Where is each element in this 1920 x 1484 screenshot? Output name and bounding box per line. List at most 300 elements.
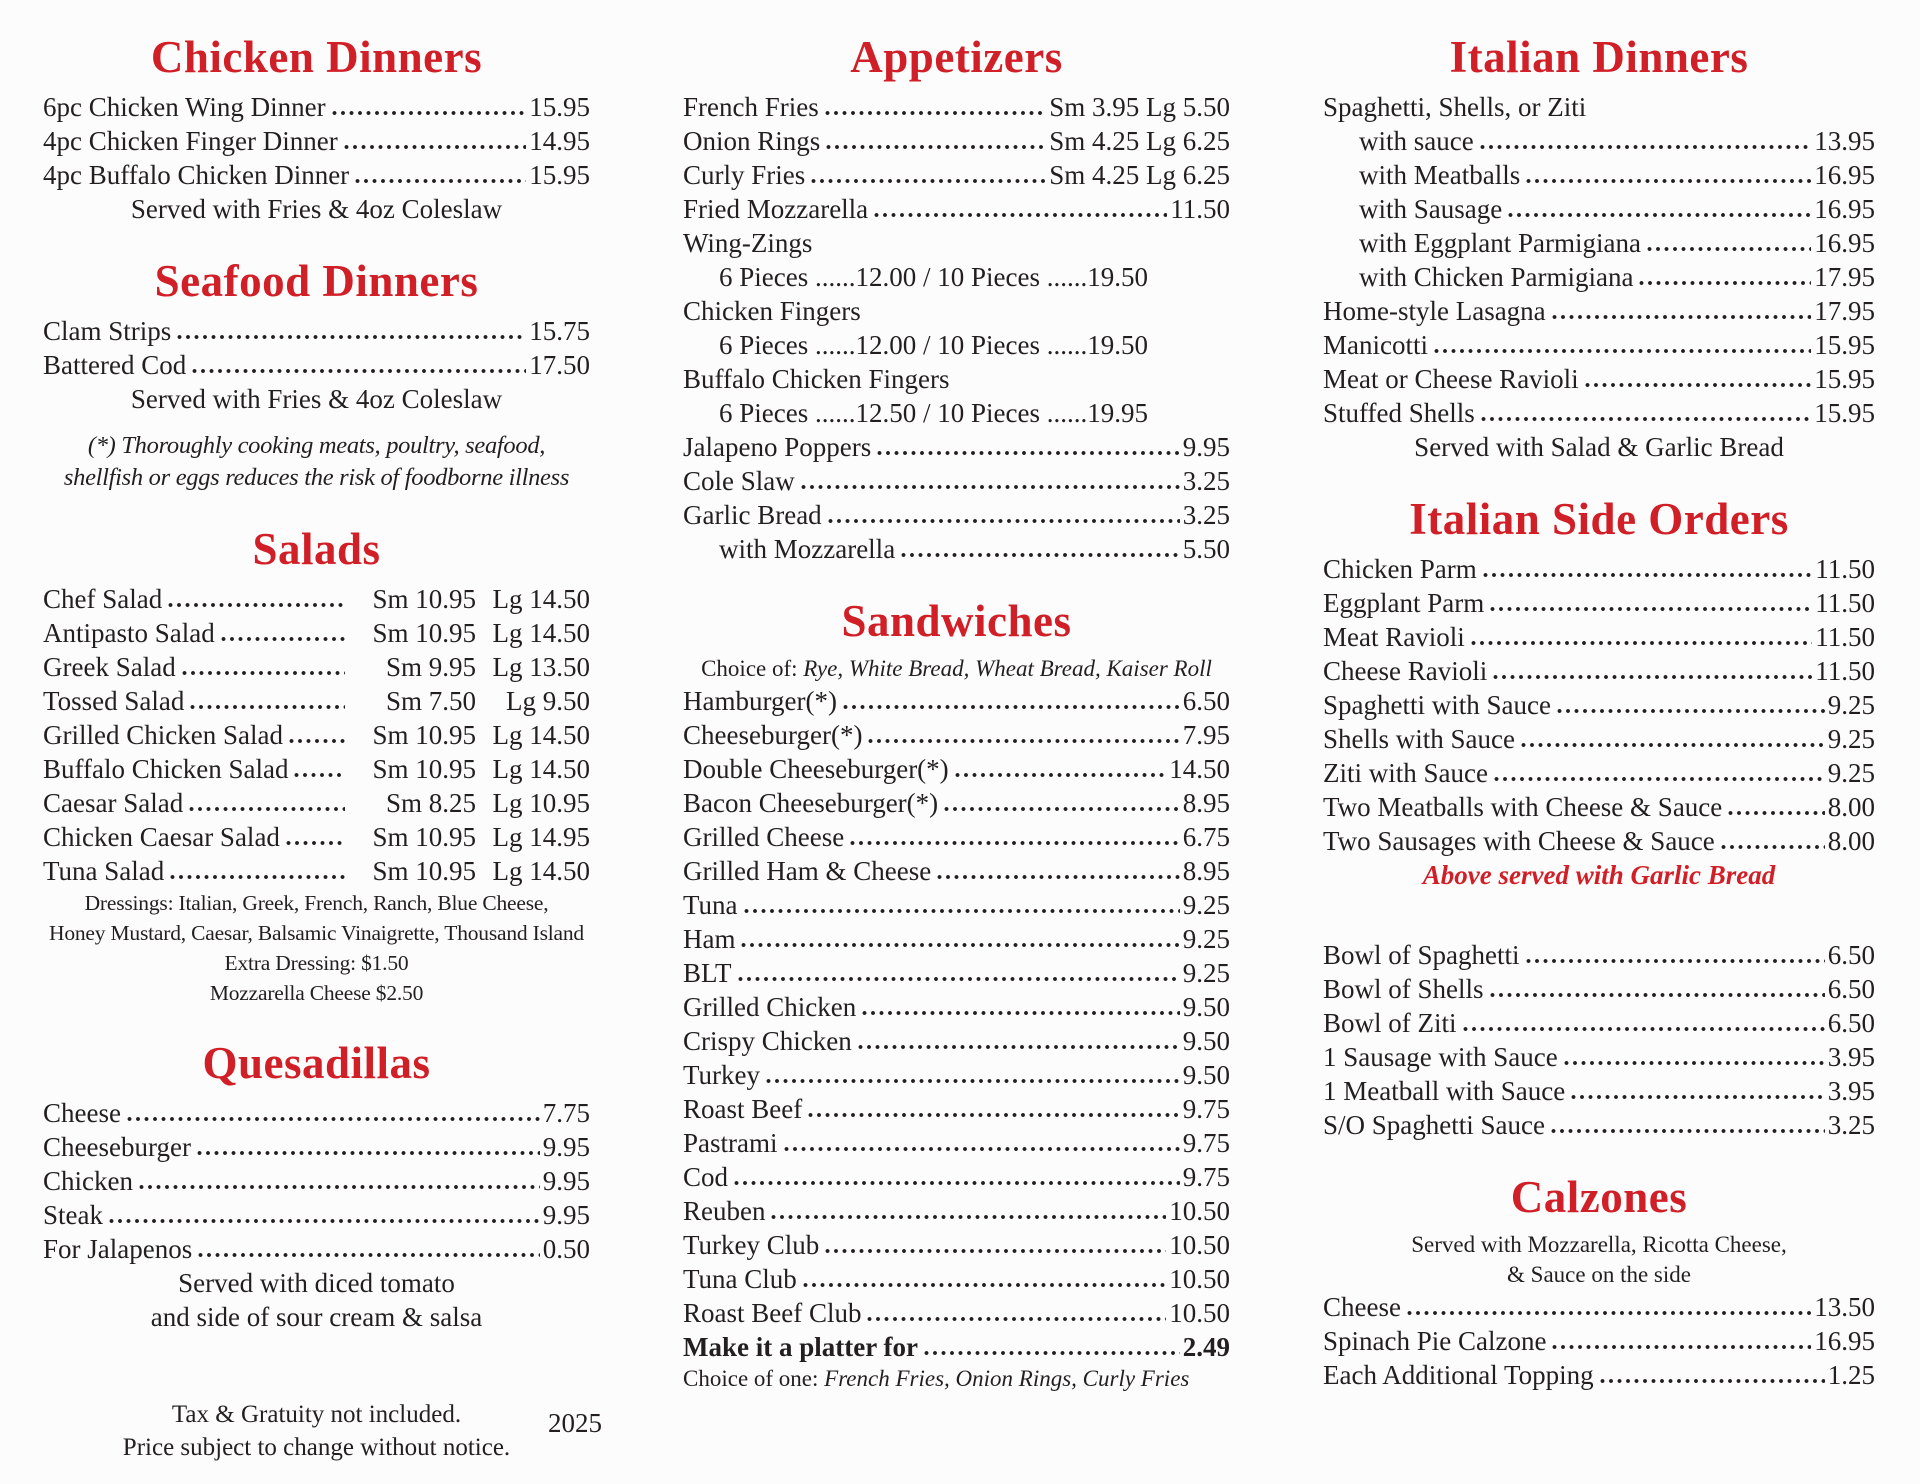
menu-item-label: Hamburger(*) (683, 686, 837, 716)
dot-leader (197, 1150, 540, 1156)
menu-item-price-large: Lg 14.50 (492, 856, 590, 886)
menu-item-price: 8.00 (1827, 826, 1875, 856)
menu-subline: 6 Pieces ......12.50 / 10 Pieces ......19.95 (719, 398, 1148, 428)
menu-column-left (43, 28, 590, 1334)
menu-item-row (43, 684, 590, 718)
menu-section-salads (43, 520, 590, 1008)
menu-item-price: 6.50 (1827, 974, 1875, 1004)
menu-item-label: Grilled Cheese (683, 822, 845, 852)
dot-leader (850, 840, 1180, 846)
menu-item-price: 10.50 (1169, 1298, 1230, 1328)
menu-item-price-small: Sm 7.50 (385, 686, 476, 716)
menu-note: Extra Dressing: $1.50 (224, 951, 409, 975)
dot-leader (170, 874, 345, 880)
menu-item-label: Steak (43, 1200, 103, 1230)
menu-section-calzones (1323, 1168, 1875, 1392)
menu-item-price: 3.95 (1827, 1076, 1875, 1106)
menu-note: Served with Fries & 4oz Coleslaw (130, 384, 503, 414)
menu-item-row (43, 1164, 590, 1198)
dot-leader (924, 1350, 1180, 1356)
menu-item-label: Roast Beef Club (683, 1298, 862, 1328)
dot-leader (109, 1218, 540, 1224)
menu-item-label: Fried Mozzarella (683, 194, 869, 224)
menu-item-row (43, 1198, 590, 1232)
dot-leader (1480, 144, 1812, 150)
menu-section-sandwiches (683, 592, 1230, 1394)
menu-item-label: Tuna Club (683, 1264, 797, 1294)
menu-note: Served with diced tomato (178, 1268, 455, 1298)
section-title-quesadillas: Quesadillas (202, 1038, 431, 1088)
menu-note: Honey Mustard, Caesar, Balsamic Vinaigrette, Thousand Island (49, 921, 584, 945)
menu-item-row (683, 464, 1230, 498)
dot-leader (1490, 992, 1825, 998)
dot-leader (1552, 314, 1812, 320)
menu-item-price-small: Sm 10.95 (372, 618, 476, 648)
menu-item-price: 9.95 (542, 1200, 590, 1230)
menu-note: (*) Thoroughly cooking meats, poultry, seafood, (87, 432, 546, 459)
menu-item-row (1323, 1006, 1875, 1040)
menu-item-label: Chicken (43, 1166, 133, 1196)
menu-item-label: 1 Sausage with Sauce (1323, 1042, 1558, 1072)
menu-item-label: Home-style Lasagna (1323, 296, 1546, 326)
menu-item-row (683, 1092, 1230, 1126)
menu-item-row (1323, 972, 1875, 1006)
dot-leader (1557, 708, 1825, 714)
menu-item-price: 10.50 (1169, 1196, 1230, 1226)
menu-item-price: 3.25 (1182, 466, 1230, 496)
dot-leader (1564, 1060, 1825, 1066)
menu-item-row (683, 786, 1230, 820)
menu-footer (43, 1398, 590, 1464)
menu-section-chicken-dinners (43, 28, 590, 226)
menu-item-row (1323, 1290, 1875, 1324)
menu-item-label: Greek Salad (43, 652, 176, 682)
menu-item-row (1323, 328, 1875, 362)
menu-item-row (1323, 756, 1875, 790)
menu-item-row (43, 854, 590, 888)
dot-leader (741, 942, 1179, 948)
menu-note: Above served with Garlic Bread (1422, 860, 1776, 890)
dot-leader (182, 670, 345, 676)
menu-item-label: Ham (683, 924, 736, 954)
menu-item-price: 15.95 (1814, 398, 1875, 428)
menu-note (683, 654, 1230, 684)
menu-item-price: 14.95 (529, 126, 590, 156)
dot-leader (825, 1248, 1166, 1254)
dot-leader (784, 1146, 1180, 1152)
menu-item-row (1323, 260, 1875, 294)
menu-item-price: 13.95 (1814, 126, 1875, 156)
dot-leader (825, 110, 1047, 116)
menu-item-row (1323, 1324, 1875, 1358)
section-title-sandwiches: Sandwiches (841, 596, 1072, 646)
menu-item-price: 15.95 (1814, 330, 1875, 360)
dot-leader (1407, 1310, 1811, 1316)
dot-leader (803, 1282, 1166, 1288)
menu-note: Served with Mozzarella, Ricotta Cheese, (1411, 1232, 1787, 1257)
menu-item-label: Manicotti (1323, 330, 1428, 360)
dot-leader (1551, 1128, 1825, 1134)
dot-leader (944, 806, 1180, 812)
menu-item-row (43, 1096, 590, 1130)
menu-item-row (43, 314, 590, 348)
dot-leader (744, 908, 1180, 914)
menu-item-row (1323, 938, 1875, 972)
menu-item-label: with sauce (1359, 126, 1474, 156)
menu-item-price: 8.95 (1182, 788, 1230, 818)
menu-item-label: Garlic Bread (683, 500, 822, 530)
menu-item-label: with Meatballs (1359, 160, 1521, 190)
menu-item-row (1323, 396, 1875, 430)
menu-item-label: Spaghetti, Shells, or Ziti (1323, 92, 1587, 122)
section-title-italian-dinners: Italian Dinners (1449, 32, 1749, 82)
menu-subline: 6 Pieces ......12.00 / 10 Pieces ......19.50 (719, 330, 1148, 360)
menu-item-price: 9.25 (1182, 890, 1230, 920)
menu-note: Served with Fries & 4oz Coleslaw (130, 194, 503, 224)
menu-item-label: S/O Spaghetti Sauce (1323, 1110, 1545, 1140)
menu-item-label: with Chicken Parmigiana (1359, 262, 1634, 292)
menu-item-price: 9.25 (1827, 758, 1875, 788)
menu-item-row (1323, 552, 1875, 586)
menu-item-row (683, 684, 1230, 718)
menu-item-price: 6.50 (1182, 686, 1230, 716)
menu-item-price-large: Lg 9.50 (506, 686, 590, 716)
dot-leader (1483, 572, 1813, 578)
menu-note: Mozzarella Cheese $2.50 (209, 981, 424, 1005)
menu-item-price: 3.25 (1827, 1110, 1875, 1140)
menu-item-price: 15.95 (529, 92, 590, 122)
menu-item-row (683, 888, 1230, 922)
menu-item-price-small: Sm 10.95 (372, 720, 476, 750)
menu-item-row (43, 718, 590, 752)
menu-item-row (683, 1194, 1230, 1228)
menu-item-price-small: Sm 10.95 (372, 754, 476, 784)
menu-item-label: Meat Ravioli (1323, 622, 1465, 652)
menu-item-label: Tossed Salad (43, 686, 185, 716)
menu-item-label: Cole Slaw (683, 466, 795, 496)
menu-item-label: Bowl of Spaghetti (1323, 940, 1520, 970)
menu-item-price: 7.75 (542, 1098, 590, 1128)
menu-item-price: 7.95 (1182, 720, 1230, 750)
menu-item-row (683, 1126, 1230, 1160)
menu-item-row (683, 430, 1230, 464)
menu-item-row (683, 752, 1230, 786)
menu-item-row (683, 158, 1230, 192)
menu-item-price: 3.95 (1827, 1042, 1875, 1072)
menu-item-label: Cheeseburger(*) (683, 720, 863, 750)
menu-item-label: Grilled Chicken (683, 992, 857, 1022)
menu-item-price: 10.50 (1169, 1230, 1230, 1260)
menu-item-price: 5.50 (1182, 534, 1230, 564)
menu-column-middle (683, 28, 1230, 1394)
note-segment: Rye, White Bread, Wheat Bread, Kaiser Roll (803, 656, 1212, 681)
menu-item-label: Chicken Fingers (683, 296, 861, 326)
menu-item-price: 9.50 (1182, 1026, 1230, 1056)
menu-item-price-large: Lg 14.95 (492, 822, 590, 852)
dot-leader (294, 772, 345, 778)
menu-item-row (1323, 158, 1875, 192)
dot-leader (332, 110, 527, 116)
menu-note: Dressings: Italian, Greek, French, Ranch, Blue Cheese, (84, 891, 549, 915)
dot-leader (1600, 1378, 1825, 1384)
dot-leader (1463, 1026, 1825, 1032)
menu-item-row (683, 124, 1230, 158)
menu-item-row (683, 294, 1230, 328)
menu-item-price: 6.75 (1182, 822, 1230, 852)
menu-section-quesadillas (43, 1034, 590, 1334)
dot-leader (1585, 382, 1812, 388)
menu-item-price-large: Lg 10.95 (492, 788, 590, 818)
menu-item-price-large: Lg 14.50 (492, 618, 590, 648)
menu-item-label: Roast Beef (683, 1094, 803, 1124)
menu-item-label: Battered Cod (43, 350, 187, 380)
menu-item-row (683, 90, 1230, 124)
menu-year: 2025 (548, 1408, 602, 1438)
dot-leader (826, 144, 1046, 150)
menu-item-row (683, 1296, 1230, 1330)
menu-item-price-small: Sm 9.95 (385, 652, 476, 682)
menu-item-price: Sm 3.95 Lg 5.50 (1049, 92, 1230, 122)
menu-item-row (1323, 226, 1875, 260)
menu-item-row (683, 362, 1230, 396)
dot-leader (192, 368, 526, 374)
menu-item-row (683, 532, 1230, 566)
menu-item-label: Tuna (683, 890, 738, 920)
menu-item-row (683, 956, 1230, 990)
dot-leader (1508, 212, 1811, 218)
menu-item-label: Make it a platter for (683, 1332, 918, 1362)
menu-item-label: Antipasto Salad (43, 618, 215, 648)
menu-item-label: 4pc Buffalo Chicken Dinner (43, 160, 350, 190)
menu-item-price-large: Lg 14.50 (492, 754, 590, 784)
menu-item-row (1323, 1108, 1875, 1142)
menu-item-row (683, 1228, 1230, 1262)
menu-item-label: Ziti with Sauce (1323, 758, 1488, 788)
dot-leader (1434, 348, 1811, 354)
menu-item-row (1323, 1074, 1875, 1108)
menu-item-price: 16.95 (1814, 194, 1875, 224)
dot-leader (828, 518, 1180, 524)
menu-item-label: French Fries (683, 92, 819, 122)
menu-item-label: Cheese Ravioli (1323, 656, 1488, 686)
dot-leader (1571, 1094, 1825, 1100)
dot-leader (221, 636, 345, 642)
dot-leader (127, 1116, 540, 1122)
menu-item-row (1323, 1040, 1875, 1074)
menu-item-label: Stuffed Shells (1323, 398, 1475, 428)
menu-note: Served with Salad & Garlic Bread (1414, 432, 1784, 462)
menu-item-price: 16.95 (1814, 1326, 1875, 1356)
menu-item-row (1323, 620, 1875, 654)
menu-item-label: Shells with Sauce (1323, 724, 1515, 754)
menu-item-price-small: Sm 10.95 (372, 584, 476, 614)
footer-line-price: Price subject to change without notice. (122, 1434, 511, 1461)
menu-item-row (43, 124, 590, 158)
dot-leader (738, 976, 1180, 982)
dot-leader (862, 1010, 1180, 1016)
menu-item-label: Cod (683, 1162, 729, 1192)
menu-item-row (1323, 790, 1875, 824)
menu-item-price: 17.95 (1814, 296, 1875, 326)
menu-item-price: 9.50 (1182, 1060, 1230, 1090)
menu-item-row (43, 582, 590, 616)
dot-leader (858, 1044, 1180, 1050)
menu-item-label: Clam Strips (43, 316, 172, 346)
menu-item-price: Sm 4.25 Lg 6.25 (1049, 160, 1230, 190)
menu-item-row (1323, 654, 1875, 688)
menu-item-price: 0.50 (542, 1234, 590, 1264)
menu-item-label: Grilled Ham & Cheese (683, 856, 932, 886)
menu-item-label: Spinach Pie Calzone (1323, 1326, 1547, 1356)
dot-leader (766, 1078, 1180, 1084)
menu-item-row (1323, 586, 1875, 620)
menu-item-label: Curly Fries (683, 160, 806, 190)
menu-note: and side of sour cream & salsa (150, 1302, 483, 1332)
menu-item-row (683, 854, 1230, 888)
dot-leader (1639, 280, 1811, 286)
menu-subline: 6 Pieces ......12.00 / 10 Pieces ......19.50 (719, 262, 1148, 292)
menu-item-price: Sm 4.25 Lg 6.25 (1049, 126, 1230, 156)
menu-item-price: 16.95 (1814, 160, 1875, 190)
menu-item-price: 13.50 (1814, 1292, 1875, 1322)
menu-section-seafood-dinners (43, 252, 590, 494)
menu-item-row (43, 1130, 590, 1164)
dot-leader (1471, 640, 1813, 646)
dot-leader (868, 738, 1179, 744)
menu-item-label: Chicken Parm (1323, 554, 1477, 584)
section-title-chicken-dinners: Chicken Dinners (150, 32, 483, 82)
menu-item-label: For Jalapenos (43, 1234, 193, 1264)
menu-item-label: Eggplant Parm (1323, 588, 1485, 618)
menu-section-appetizers (683, 28, 1230, 566)
menu-item-label: Each Additional Topping (1323, 1360, 1594, 1390)
menu-item-row (683, 1024, 1230, 1058)
menu-item-label: Jalapeno Poppers (683, 432, 872, 462)
menu-item-label: Cheeseburger (43, 1132, 191, 1162)
menu-item-price: 11.50 (1815, 656, 1875, 686)
menu-item-label: 4pc Chicken Finger Dinner (43, 126, 338, 156)
dot-leader (168, 602, 345, 608)
menu-item-price: 6.50 (1827, 940, 1875, 970)
menu-item-row (683, 1058, 1230, 1092)
dot-leader (955, 772, 1167, 778)
menu-column-right (1323, 28, 1875, 1392)
menu-item-row (683, 820, 1230, 854)
section-title-salads: Salads (252, 524, 381, 574)
menu-item-label: Two Meatballs with Cheese & Sauce (1323, 792, 1723, 822)
menu-item-price: 15.95 (529, 160, 590, 190)
dot-leader (1526, 178, 1811, 184)
menu-item-label: Bacon Cheeseburger(*) (683, 788, 939, 818)
menu-item-row (1323, 824, 1875, 858)
menu-item-label: Crispy Chicken (683, 1026, 852, 1056)
menu-item-label: Chef Salad (43, 584, 163, 614)
menu-item-label: Spaghetti with Sauce (1323, 690, 1551, 720)
dot-leader (189, 806, 345, 812)
menu-item-price: 1.25 (1827, 1360, 1875, 1390)
section-title-italian-side-orders: Italian Side Orders (1409, 494, 1789, 544)
dot-leader (139, 1184, 540, 1190)
menu-item-label: Buffalo Chicken Salad (43, 754, 289, 784)
dot-leader (801, 484, 1180, 490)
dot-leader (177, 334, 526, 340)
menu-item-label: Reuben (683, 1196, 766, 1226)
menu-item-label: with Sausage (1359, 194, 1503, 224)
menu-item-label: Meat or Cheese Ravioli (1323, 364, 1579, 394)
menu-item-label: with Eggplant Parmigiana (1359, 228, 1641, 258)
dot-leader (1481, 416, 1811, 422)
menu-item-price: 9.25 (1827, 690, 1875, 720)
menu-item-label: Bowl of Shells (1323, 974, 1484, 1004)
menu-item-label: BLT (683, 958, 732, 988)
dot-leader (808, 1112, 1180, 1118)
menu-item-row (683, 1330, 1230, 1364)
menu-item-label: Onion Rings (683, 126, 821, 156)
section-spacer (43, 416, 590, 430)
menu-item-label: Bowl of Ziti (1323, 1008, 1457, 1038)
footer-line-tax: Tax & Gratuity not included. (171, 1401, 462, 1428)
menu-item-label: Two Sausages with Cheese & Sauce (1323, 826, 1715, 856)
dot-leader (1521, 742, 1825, 748)
menu-item-row (683, 226, 1230, 260)
menu-item-price: 15.95 (1814, 364, 1875, 394)
dot-leader (1493, 674, 1812, 680)
menu-item-row (43, 820, 590, 854)
menu-item-row (43, 158, 590, 192)
menu-item-price: 3.25 (1182, 500, 1230, 530)
dot-leader (937, 874, 1180, 880)
menu-item-price: 11.50 (1170, 194, 1230, 224)
menu-note: shellfish or eggs reduces the risk of foodborne illness (63, 464, 570, 491)
dot-leader (1490, 606, 1812, 612)
menu-item-label: Wing-Zings (683, 228, 813, 258)
dot-leader (874, 212, 1167, 218)
menu-item-price: 17.50 (529, 350, 590, 380)
menu-item-row (43, 1232, 590, 1266)
menu-item-price: 2.49 (1182, 1332, 1230, 1362)
menu-item-label: 6pc Chicken Wing Dinner (43, 92, 326, 122)
menu-item-price: 9.75 (1182, 1162, 1230, 1192)
menu-item-row (1323, 362, 1875, 396)
dot-leader (734, 1180, 1180, 1186)
dot-leader (355, 178, 526, 184)
menu-item-price: 15.75 (529, 316, 590, 346)
menu-item-row (683, 192, 1230, 226)
menu-item-row (1323, 192, 1875, 226)
menu-item-price: 9.95 (542, 1132, 590, 1162)
menu-item-row (683, 718, 1230, 752)
menu-item-label: Cheese (1323, 1292, 1401, 1322)
dot-leader (344, 144, 527, 150)
menu-item-row (43, 786, 590, 820)
menu-item-price: 9.75 (1182, 1128, 1230, 1158)
dot-leader (843, 704, 1180, 710)
section-title-calzones: Calzones (1510, 1172, 1688, 1222)
dot-leader (190, 704, 345, 710)
menu-item-price: 8.00 (1827, 792, 1875, 822)
note-segment: Choice of one: (683, 1366, 825, 1391)
menu-item-row (1323, 688, 1875, 722)
menu-section-italian-dinners (1323, 28, 1875, 464)
menu-item-row (1323, 90, 1875, 124)
menu-item-label: 1 Meatball with Sauce (1323, 1076, 1566, 1106)
menu-item-row (1323, 124, 1875, 158)
note-segment: French Fries, Onion Rings, Curly Fries (824, 1366, 1190, 1391)
menu-note: & Sauce on the side (1507, 1262, 1691, 1287)
dot-leader (1721, 844, 1825, 850)
menu-item-price-large: Lg 14.50 (492, 584, 590, 614)
menu-item-price: 10.50 (1169, 1264, 1230, 1294)
